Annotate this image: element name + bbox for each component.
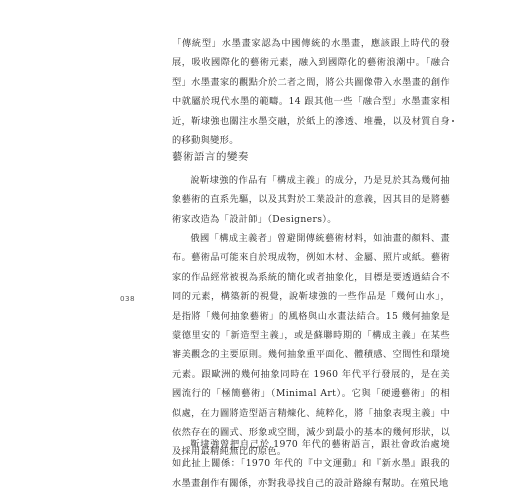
section-heading: 藝術語言的變奏	[172, 151, 249, 163]
paragraph-russian-constructivists: 俄國「構成主義者」曾避開傳統藝術材料，如油畫的顏料、畫布。藝術品可能來自於現成物，例如木材、金屬、照片或紙。藝術家的作品經常被視為系統的簡化或者抽象化，目標是要透過結合不同的元素，構築新的視覺，說靳埭強的一些作品是「幾何山水」，是指將「幾何抽象藝術」的風格與山水畫法結合。15 幾何抽象是蒙德里安的「新造型主義」，或是蘇聯時期的「構成主義」在某些審美觀念的主要原則。幾何抽象重平面化、體積感、空間性和環境元素。跟歐洲的幾何抽象同時在 1960 年代平行發展的，是在美國流行的「極簡藝術」（Minimal Art）。它與「硬邊藝術」的相似處，在力圖將造型語言精煉化、純粹化，將「抽象表現主義」中依然存在的圖式、形象或空間，減少到最小的基本的幾何形狀，以及採用最精純無比的原色。	[172, 233, 450, 458]
paragraph-fusion-ink-painters: 「傳統型」水墨畫家認為中國傳統的水墨畫，應該跟上時代的發展，吸收國際化的藝術元素，融入到國際化的藝術浪潮中。「融合型」水墨畫家的觀點介於二者之間，將公共圖像帶入水墨畫的創作中就屬於現代水墨的範疇。14 跟其他一些「融合型」水墨畫家相近，靳埭強也關注水墨交融，於紙上的滲透、堆疊，以及材質自身的移動與變形。	[172, 38, 450, 147]
paragraph-constructivism-intro: 說靳埭強的作品有「構成主義」的成分，乃是見於其為幾何抽象藝術的直系先驅，以及其對於工業設計的意義，因其目的是將藝術家改造為「設計師」（Designers）。	[172, 175, 450, 225]
page-number: 038	[120, 294, 135, 303]
margin-mark	[452, 120, 454, 122]
paragraph-1970s-language: 靳埭強曾把自己於 1970 年代的藝術語言，跟社會政治處境如此扯上關係：「1970 年代的『中文運動』和『新水墨』跟我的水墨畫創作有關係，亦對我尋找自己的設計路線有幫助。在殖民地	[172, 439, 450, 489]
